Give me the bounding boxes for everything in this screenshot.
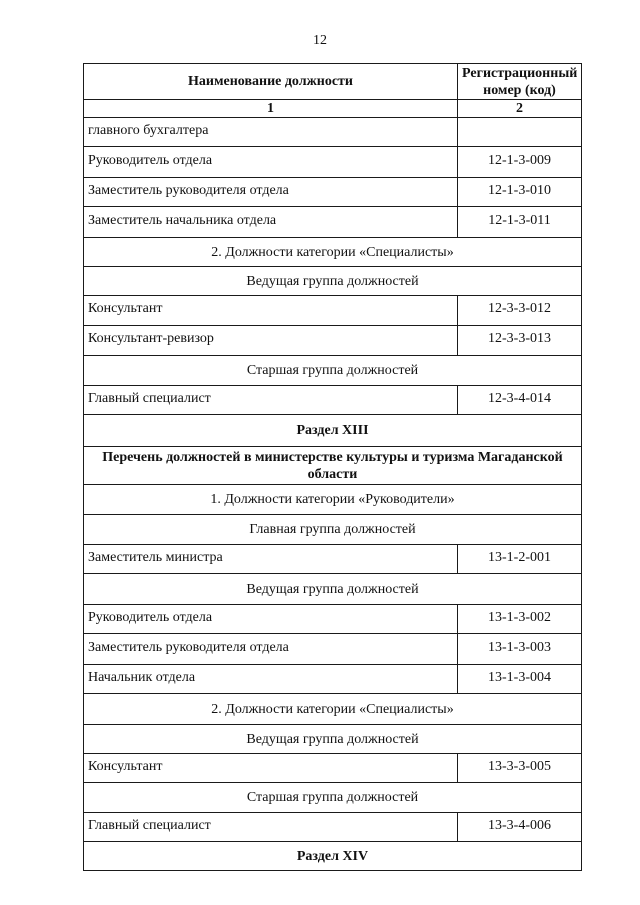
group-row xyxy=(84,783,582,813)
table-row xyxy=(84,178,582,207)
position-code: 13-3-3-005 xyxy=(458,754,582,783)
position-name: Заместитель руководителя отдела xyxy=(84,178,458,207)
column-number-code: 2 xyxy=(458,100,582,118)
position-code: 12-1-3-009 xyxy=(458,147,582,178)
position-code: 13-1-3-002 xyxy=(458,605,582,634)
position-code: 12-1-3-010 xyxy=(458,178,582,207)
position-code: 13-1-3-003 xyxy=(458,634,582,665)
position-name: Консультант xyxy=(84,296,458,326)
position-code xyxy=(458,118,582,147)
position-code: 12-3-3-012 xyxy=(458,296,582,326)
table-header-row xyxy=(84,64,582,100)
column-number-name: 1 xyxy=(84,100,458,118)
position-name: Заместитель руководителя отдела xyxy=(84,634,458,665)
category-title: 2. Должности категории «Специалисты» xyxy=(84,238,582,267)
section-row xyxy=(84,842,582,871)
group-title: Старшая группа должностей xyxy=(84,356,582,386)
position-name: Главный специалист xyxy=(84,386,458,415)
position-name: Заместитель министра xyxy=(84,545,458,574)
table-row xyxy=(84,634,582,665)
position-name: главного бухгалтера xyxy=(84,118,458,147)
table-row xyxy=(84,147,582,178)
group-row xyxy=(84,356,582,386)
position-name: Консультант xyxy=(84,754,458,783)
group-title: Старшая группа должностей xyxy=(84,783,582,813)
group-row xyxy=(84,574,582,605)
table-row xyxy=(84,296,582,326)
position-name: Заместитель начальника отдела xyxy=(84,207,458,238)
position-code: 12-1-3-011 xyxy=(458,207,582,238)
section-title: Раздел XIII xyxy=(84,415,582,447)
group-title: Ведущая группа должностей xyxy=(84,574,582,605)
table-row xyxy=(84,326,582,356)
group-row xyxy=(84,267,582,296)
position-code: 13-3-4-006 xyxy=(458,813,582,842)
column-header-name: Наименование должности xyxy=(84,64,458,100)
position-name: Начальник отдела xyxy=(84,665,458,694)
position-code: 13-1-2-001 xyxy=(458,545,582,574)
page-number: 12 xyxy=(313,33,327,48)
section-title: Раздел XIV xyxy=(84,842,582,871)
position-name: Главный специалист xyxy=(84,813,458,842)
table-row xyxy=(84,545,582,574)
heading-row xyxy=(84,447,582,485)
category-row xyxy=(84,485,582,515)
position-name: Руководитель отдела xyxy=(84,605,458,634)
column-number-row xyxy=(84,100,582,118)
position-code: 12-3-3-013 xyxy=(458,326,582,356)
position-code: 13-1-3-004 xyxy=(458,665,582,694)
category-row xyxy=(84,238,582,267)
category-row xyxy=(84,694,582,725)
category-title: 2. Должности категории «Специалисты» xyxy=(84,694,582,725)
table-row xyxy=(84,118,582,147)
table-row xyxy=(84,605,582,634)
position-name: Консультант-ревизор xyxy=(84,326,458,356)
group-row xyxy=(84,725,582,754)
positions-table xyxy=(83,63,582,871)
table-row xyxy=(84,754,582,783)
section-row xyxy=(84,415,582,447)
table-row xyxy=(84,386,582,415)
group-row xyxy=(84,515,582,545)
position-name: Руководитель отдела xyxy=(84,147,458,178)
table-row xyxy=(84,813,582,842)
table-row xyxy=(84,207,582,238)
group-title: Главная группа должностей xyxy=(84,515,582,545)
position-code: 12-3-4-014 xyxy=(458,386,582,415)
group-title: Ведущая группа должностей xyxy=(84,267,582,296)
group-title: Ведущая группа должностей xyxy=(84,725,582,754)
column-header-code: Регистрационный номер (код) xyxy=(458,64,582,100)
section-heading: Перечень должностей в министерстве культуры и туризма Магаданской области xyxy=(84,447,582,485)
category-title: 1. Должности категории «Руководители» xyxy=(84,485,582,515)
table-row xyxy=(84,665,582,694)
